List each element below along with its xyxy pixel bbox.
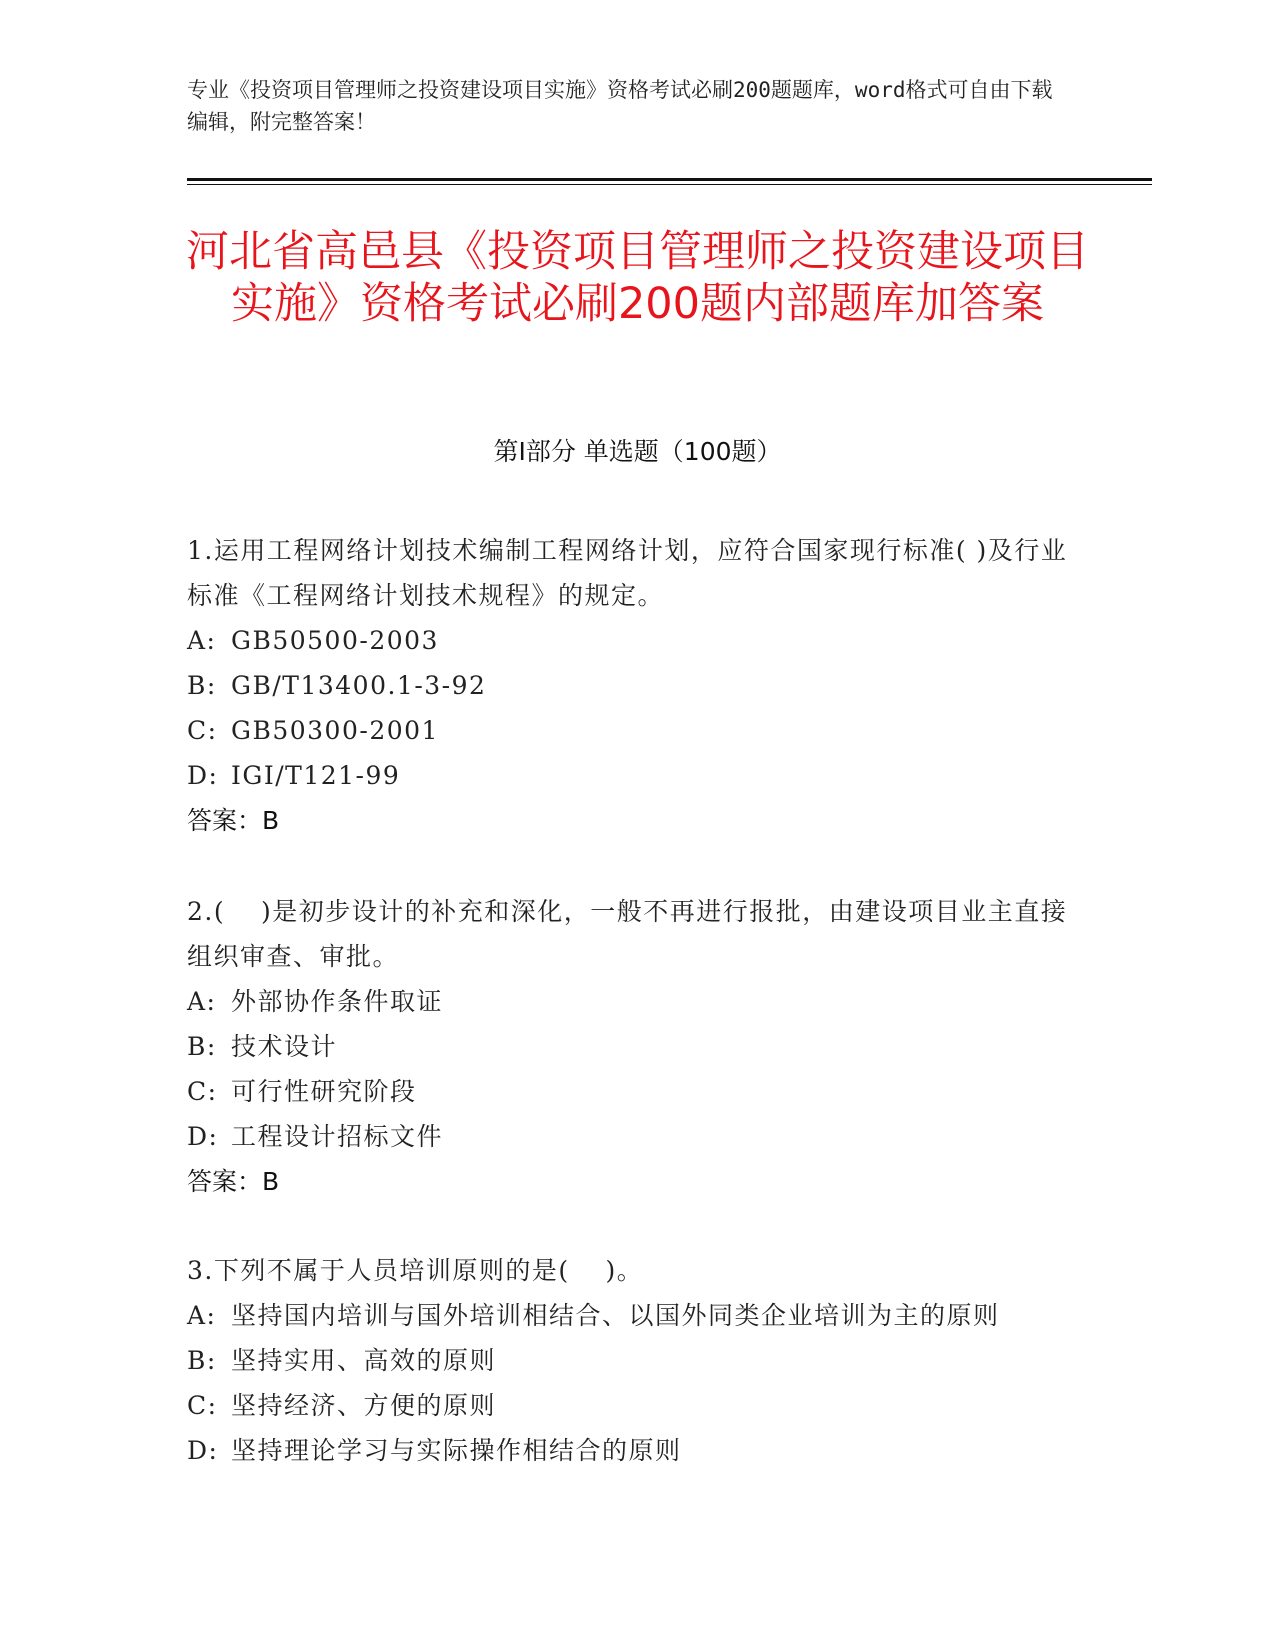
option-text: 坚持实用、高效的原则 — [231, 1346, 497, 1375]
option-text: 坚持理论学习与实际操作相结合的原则 — [231, 1436, 682, 1465]
option-text: IGI/T121-99 — [231, 761, 401, 790]
header-rule-thick — [187, 178, 1152, 181]
option-label: A: — [187, 987, 217, 1016]
option-label: C: — [187, 716, 218, 745]
document-title: 河北省高邑县《投资项目管理师之投资建设项目实施》资格考试必刷200题内部题库加答案 — [186, 227, 1089, 329]
option-a — [187, 1293, 1087, 1338]
option-text: 工程设计招标文件 — [231, 1122, 444, 1151]
answer-line: 答案：B — [187, 1167, 280, 1196]
option-c — [187, 1069, 1087, 1114]
option-text: GB50500-2003 — [231, 626, 439, 655]
option-c — [187, 708, 1087, 753]
option-b — [187, 1338, 1087, 1383]
option-label: B: — [187, 1032, 217, 1061]
option-a — [187, 618, 1087, 663]
option-label: D: — [187, 1436, 219, 1465]
option-a — [187, 979, 1087, 1024]
option-c — [187, 1383, 1087, 1428]
header-rule-thin — [187, 184, 1152, 185]
option-label: D: — [187, 1122, 219, 1151]
option-label: B: — [187, 671, 217, 700]
header-note: 专业《投资项目管理师之投资建设项目实施》资格考试必刷200题题库，word格式可自由下载编辑，附完整答案！ — [187, 78, 1053, 134]
option-d — [187, 1114, 1087, 1159]
option-b — [187, 1024, 1087, 1069]
option-text: 坚持国内培训与国外培训相结合、以国外同类企业培训为主的原则 — [231, 1301, 1000, 1330]
option-label: B: — [187, 1346, 217, 1375]
option-text: 技术设计 — [231, 1032, 338, 1061]
option-text: 坚持经济、方便的原则 — [231, 1391, 497, 1420]
option-label: C: — [187, 1391, 218, 1420]
question-stem: 3.下列不属于人员培训原则的是( )。 — [187, 1256, 644, 1285]
option-label: C: — [187, 1077, 218, 1106]
option-label: A: — [187, 1301, 217, 1330]
option-d — [187, 753, 1087, 798]
section-title: 第I部分 单选题（100题） — [493, 437, 782, 466]
question-block-3 — [187, 1248, 1087, 1473]
question-stem: 1.运用工程网络计划技术编制工程网络计划，应符合国家现行标准( )及行业标准《工程网络计划技术规程》的规定。 — [187, 536, 1068, 610]
option-d — [187, 1428, 1087, 1473]
option-label: D: — [187, 761, 219, 790]
option-text: GB/T13400.1-3-92 — [231, 671, 487, 700]
option-label: A: — [187, 626, 217, 655]
option-b — [187, 663, 1087, 708]
question-block-2 — [187, 889, 1087, 1204]
option-text: GB50300-2001 — [231, 716, 439, 745]
option-text: 可行性研究阶段 — [231, 1077, 417, 1106]
answer-line: 答案：B — [187, 806, 280, 835]
question-stem: 2.( )是初步设计的补充和深化，一般不再进行报批，由建设项目业主直接组织审查、审批。 — [187, 897, 1068, 971]
question-block-1 — [187, 528, 1087, 843]
option-text: 外部协作条件取证 — [231, 987, 444, 1016]
